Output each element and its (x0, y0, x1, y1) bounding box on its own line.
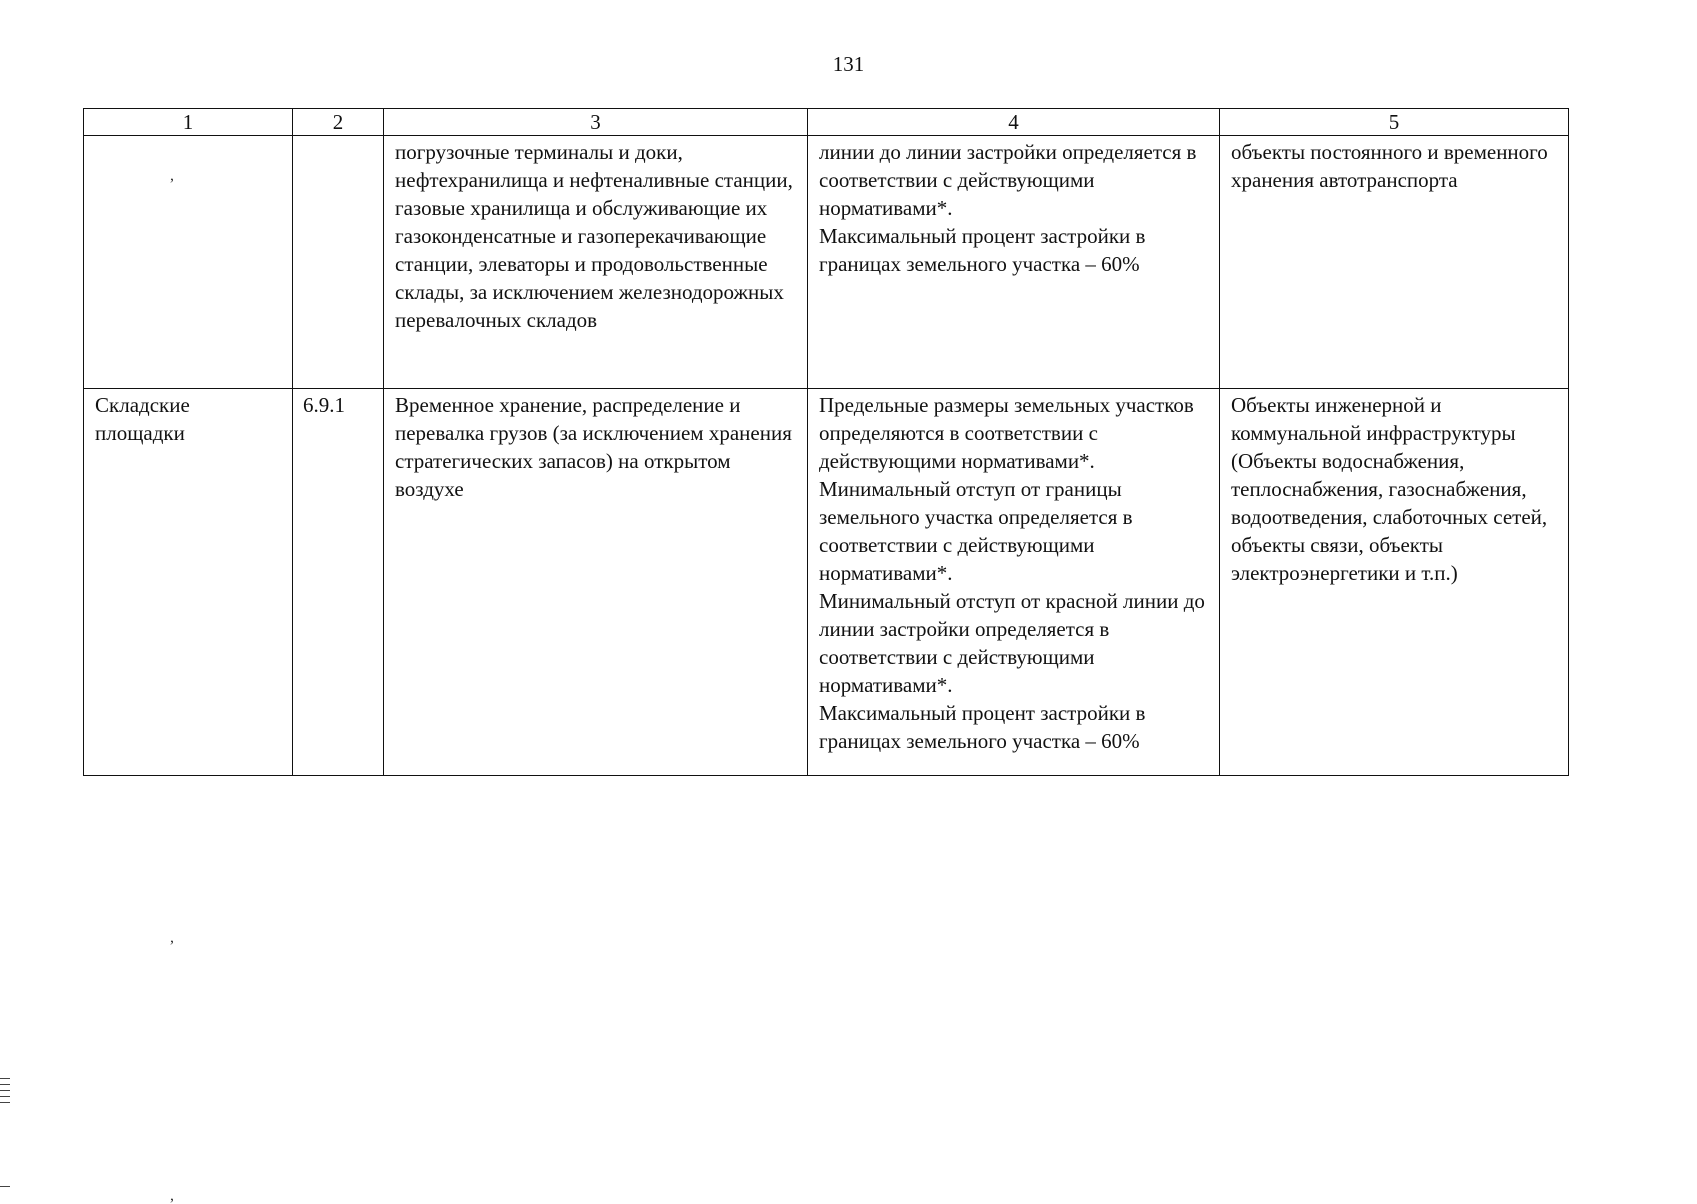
land-use-name-cell: Складские площадки (84, 389, 293, 776)
scan-edge-line (0, 1102, 10, 1103)
table-row (84, 136, 1569, 389)
scan-mark: , (170, 929, 174, 946)
land-use-table (83, 108, 1569, 776)
column-number-1: 1 (84, 109, 293, 136)
land-use-code-cell (293, 136, 384, 389)
scan-mark: , (170, 167, 174, 184)
scan-edge-line (0, 1186, 10, 1187)
table-row (84, 389, 1569, 776)
column-number-row (84, 109, 1569, 136)
scan-edge-line (0, 1096, 10, 1097)
page-number: 131 (832, 52, 865, 76)
scan-mark: , (170, 1187, 174, 1204)
land-use-code-cell: 6.9.1 (293, 389, 384, 776)
land-use-name-cell (84, 136, 293, 389)
auxiliary-uses-cell: объекты постоянного и временного хранения автотранспорта (1220, 136, 1569, 389)
column-number-2: 2 (293, 109, 384, 136)
auxiliary-uses-cell: Объекты инженерной и коммунальной инфраструктуры (Объекты водоснабжения, теплоснабжения, газоснабжения, водоотведения, слаботочных сетей, объекты связи, объекты электроэнергетики и т.п.) (1220, 389, 1569, 776)
column-number-4: 4 (808, 109, 1220, 136)
land-use-description-cell: погрузочные терминалы и доки, нефтехранилища и нефтеналивные станции, газовые хранилища и обслуживающие их газоконденсатные и газоперекачивающие станции, элеваторы и продовольственные склады, за исключением железнодорожных перевалочных складов (384, 136, 808, 389)
column-number-3: 3 (384, 109, 808, 136)
column-number-5: 5 (1220, 109, 1569, 136)
scan-edge-line (0, 1084, 10, 1085)
land-use-parameters-cell: Предельные размеры земельных участков определяются в соответствии с действующими нормативами*. Минимальный отступ от границы земельного участка определяется в соответствии с действующими нормативами*. Минимальный отступ от красной линии до линии застройки определяется в соответствии с действующими нормативами*. Максимальный процент застройки в границах земельного участка – 60% (808, 389, 1220, 776)
land-use-parameters-cell: линии до линии застройки определяется в соответствии с действующими нормативами*. Максимальный процент застройки в границах земельного участка – 60% (808, 136, 1220, 389)
land-use-description-cell: Временное хранение, распределение и перевалка грузов (за исключением хранения стратегических запасов) на открытом воздухе (384, 389, 808, 776)
scan-edge-line (0, 1078, 10, 1079)
scan-edge-line (0, 1090, 10, 1091)
